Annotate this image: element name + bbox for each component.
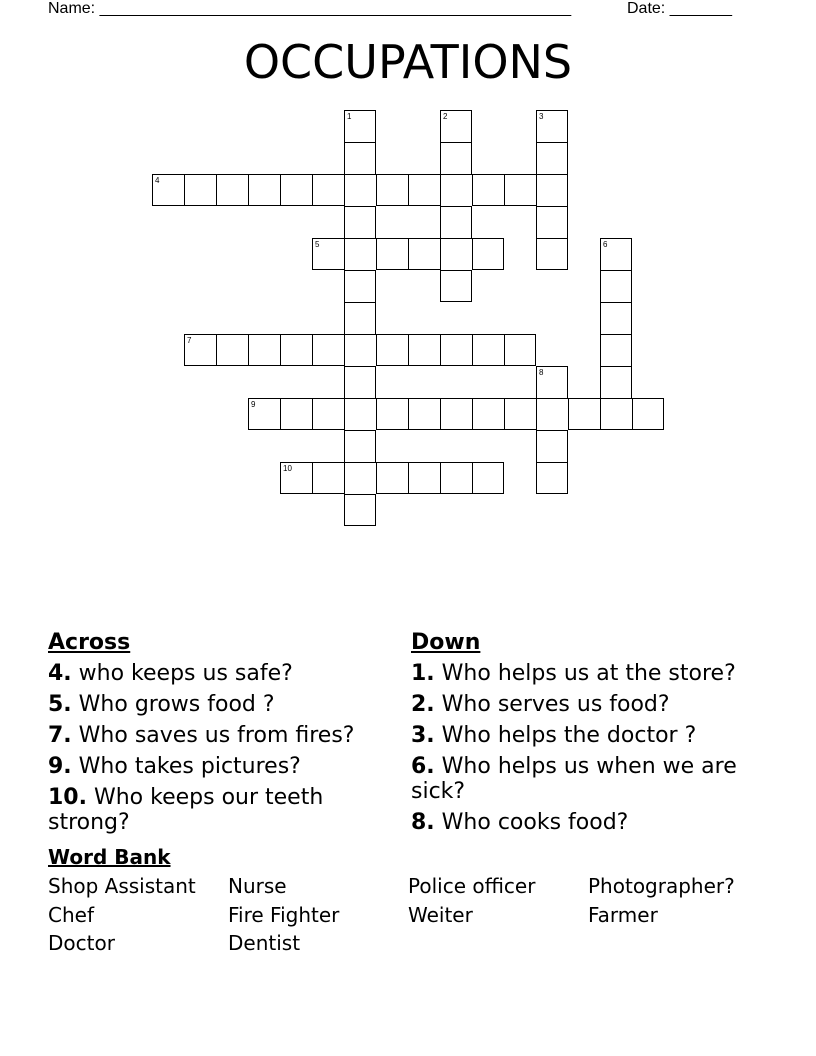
crossword-cell[interactable] — [312, 398, 344, 430]
crossword-cell[interactable] — [216, 334, 248, 366]
down-heading: Down — [411, 630, 481, 655]
crossword-cell[interactable] — [600, 366, 632, 398]
clue-text: Who helps us when we are sick? — [411, 754, 737, 804]
word-bank-item: Police officer — [408, 874, 536, 898]
clue-number-label: 7 — [187, 336, 192, 345]
crossword-cell[interactable] — [536, 206, 568, 238]
crossword-cell[interactable] — [344, 302, 376, 334]
clue-text: Who grows food ? — [78, 692, 275, 717]
word-bank-item: Photographer? — [588, 874, 735, 898]
crossword-cell[interactable] — [376, 398, 408, 430]
word-bank-heading: Word Bank — [48, 845, 171, 869]
crossword-cell[interactable] — [344, 398, 376, 430]
clue-number: 5. — [48, 692, 72, 717]
crossword-cell[interactable] — [344, 462, 376, 494]
crossword-cell[interactable] — [536, 398, 568, 430]
name-field-label[interactable]: Name: _____________________________________________________ — [48, 0, 572, 17]
crossword-cell[interactable] — [376, 334, 408, 366]
crossword-cell[interactable] — [536, 366, 568, 398]
date-field-label[interactable]: Date: _______ — [627, 0, 732, 17]
crossword-cell[interactable] — [280, 174, 312, 206]
down-clue — [411, 723, 756, 748]
crossword-cell[interactable] — [376, 174, 408, 206]
crossword-cell[interactable] — [600, 334, 632, 366]
clue-number-label: 6 — [603, 240, 608, 249]
crossword-cell[interactable] — [440, 174, 472, 206]
crossword-cell[interactable] — [536, 110, 568, 142]
crossword-cell[interactable] — [344, 110, 376, 142]
clue-number: 4. — [48, 661, 72, 686]
crossword-cell[interactable] — [312, 174, 344, 206]
clue-text: who keeps us safe? — [78, 661, 293, 686]
down-clue-list — [411, 661, 756, 841]
clue-text: Who helps the doctor ? — [441, 723, 697, 748]
clue-text: Who keeps our teeth strong? — [48, 785, 324, 835]
crossword-cell[interactable] — [440, 238, 472, 270]
crossword-cell[interactable] — [280, 398, 312, 430]
crossword-cell[interactable] — [440, 270, 472, 302]
crossword-cell[interactable] — [440, 462, 472, 494]
clue-number-label: 9 — [251, 400, 256, 409]
crossword-cell[interactable] — [536, 462, 568, 494]
crossword-cell[interactable] — [408, 398, 440, 430]
clue-text: Who serves us food? — [441, 692, 670, 717]
crossword-cell[interactable] — [408, 238, 440, 270]
across-heading: Across — [48, 630, 131, 655]
crossword-cell[interactable] — [344, 430, 376, 462]
crossword-cell[interactable] — [344, 494, 376, 526]
clue-text: Who cooks food? — [441, 810, 629, 835]
crossword-cell[interactable] — [536, 238, 568, 270]
crossword-cell[interactable] — [472, 334, 504, 366]
word-bank-item: Dentist — [228, 931, 301, 955]
crossword-cell[interactable] — [280, 462, 312, 494]
crossword-cell[interactable] — [440, 206, 472, 238]
clue-number: 1. — [411, 661, 435, 686]
crossword-cell[interactable] — [312, 238, 344, 270]
crossword-cell[interactable] — [408, 462, 440, 494]
crossword-cell[interactable] — [600, 238, 632, 270]
across-clue — [48, 754, 368, 779]
crossword-cell[interactable] — [536, 430, 568, 462]
clue-number-label: 3 — [539, 112, 544, 121]
crossword-cell[interactable] — [440, 398, 472, 430]
crossword-cell[interactable] — [344, 206, 376, 238]
clue-text: Who takes pictures? — [78, 754, 301, 779]
word-bank-item: Farmer — [588, 903, 658, 927]
down-clue — [411, 692, 756, 717]
crossword-cell[interactable] — [568, 398, 600, 430]
crossword-cell[interactable] — [600, 302, 632, 334]
crossword-cell[interactable] — [216, 174, 248, 206]
crossword-cell[interactable] — [440, 334, 472, 366]
crossword-cell[interactable] — [504, 398, 536, 430]
crossword-cell[interactable] — [344, 366, 376, 398]
clue-number-label: 1 — [347, 112, 352, 121]
down-clue — [411, 661, 756, 686]
crossword-cell[interactable] — [312, 462, 344, 494]
clue-number: 2. — [411, 692, 435, 717]
clue-number: 9. — [48, 754, 72, 779]
clue-number-label: 2 — [443, 112, 448, 121]
clue-number: 10. — [48, 785, 87, 810]
crossword-cell[interactable] — [472, 238, 504, 270]
clue-number: 7. — [48, 723, 72, 748]
word-bank-item: Fire Fighter — [228, 903, 340, 927]
across-clue — [48, 661, 368, 686]
crossword-cell[interactable] — [376, 462, 408, 494]
clue-number-label: 8 — [539, 368, 544, 377]
crossword-cell[interactable] — [280, 334, 312, 366]
crossword-cell[interactable] — [344, 334, 376, 366]
clue-number-label: 10 — [283, 464, 292, 473]
crossword-cell[interactable] — [248, 174, 280, 206]
word-bank-item: Chef — [48, 903, 94, 927]
word-bank-item: Doctor — [48, 931, 115, 955]
crossword-cell[interactable] — [600, 270, 632, 302]
crossword-cell[interactable] — [184, 174, 216, 206]
page-title: OCCUPATIONS — [243, 35, 573, 89]
crossword-cell[interactable] — [536, 142, 568, 174]
down-clue — [411, 754, 756, 804]
word-bank-item: Weiter — [408, 903, 473, 927]
crossword-cell[interactable] — [472, 462, 504, 494]
clue-text: Who helps us at the store? — [441, 661, 736, 686]
crossword-cell[interactable] — [472, 398, 504, 430]
crossword-cell[interactable] — [504, 174, 536, 206]
crossword-cell[interactable] — [248, 334, 280, 366]
word-bank-item: Shop Assistant — [48, 874, 196, 898]
clue-number: 3. — [411, 723, 435, 748]
across-clue — [48, 692, 368, 717]
crossword-cell[interactable] — [248, 398, 280, 430]
crossword-cell[interactable] — [312, 334, 344, 366]
clue-number: 8. — [411, 810, 435, 835]
crossword-cell[interactable] — [376, 238, 408, 270]
crossword-cell[interactable] — [184, 334, 216, 366]
across-clue — [48, 785, 368, 835]
clue-number-label: 5 — [315, 240, 320, 249]
across-clue — [48, 723, 368, 748]
crossword-cell[interactable] — [344, 174, 376, 206]
crossword-cell[interactable] — [472, 174, 504, 206]
crossword-cell[interactable] — [632, 398, 664, 430]
crossword-cell[interactable] — [408, 334, 440, 366]
crossword-cell[interactable] — [536, 174, 568, 206]
crossword-cell[interactable] — [344, 142, 376, 174]
word-bank-item: Nurse — [228, 874, 287, 898]
crossword-cell[interactable] — [344, 238, 376, 270]
crossword-cell[interactable] — [440, 110, 472, 142]
down-clue — [411, 810, 756, 835]
clue-text: Who saves us from fires? — [78, 723, 355, 748]
crossword-cell[interactable] — [504, 334, 536, 366]
clue-number-label: 4 — [155, 176, 160, 185]
crossword-cell[interactable] — [440, 142, 472, 174]
crossword-cell[interactable] — [344, 270, 376, 302]
crossword-cell[interactable] — [408, 174, 440, 206]
crossword-cell[interactable] — [600, 398, 632, 430]
across-clue-list — [48, 661, 368, 841]
crossword-cell[interactable] — [152, 174, 184, 206]
clue-number: 6. — [411, 754, 435, 779]
